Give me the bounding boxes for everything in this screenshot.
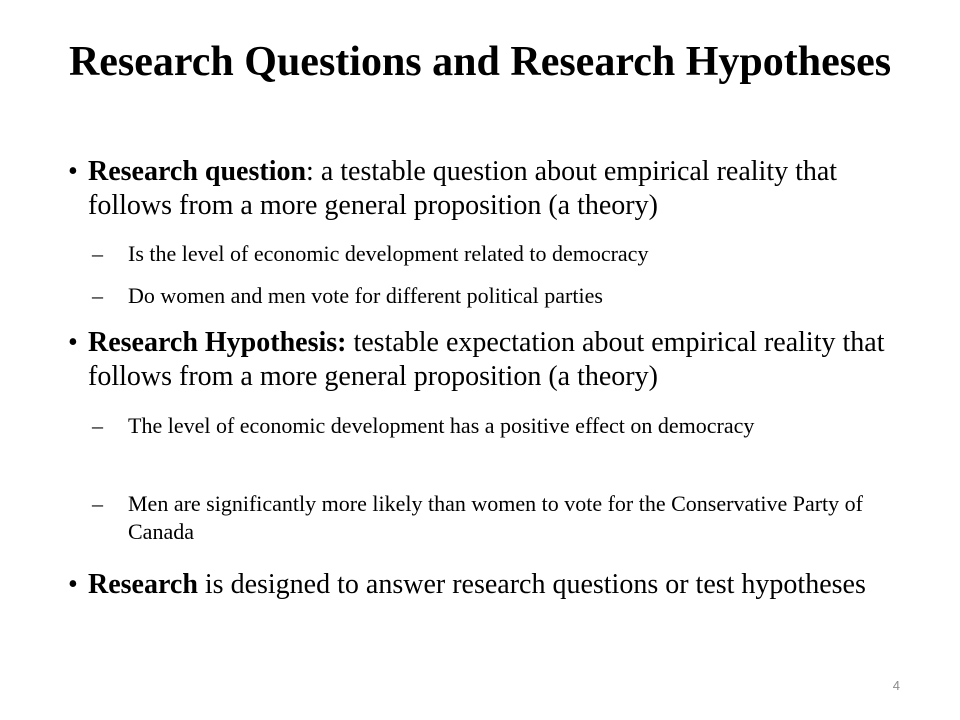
bullet-text [88,155,898,223]
bullet-definition: : a testable question about empirical reality that follows from a more general proposition (a theory) [88,156,838,221]
sub-bullet-text: Men are significantly more likely than women to vote for the Conservative Party of Canada [128,491,863,544]
page-number: 4 [892,678,900,693]
bullet-text [88,568,898,602]
sub-bullet-text: Do women and men vote for different political parties [128,283,603,308]
sub-bullet-text: The level of economic development has a positive effect on democracy [128,413,755,438]
slide-title: Research Questions and Research Hypotheses [68,39,892,85]
bullet-term: Research Hypothesis: [88,327,347,358]
dash-icon: – [92,413,103,438]
bullet-icon: • [68,156,78,187]
bullet-term: Research [88,569,198,600]
bullet-definition: is designed to answer research questions or test hypotheses [197,569,866,600]
dash-icon: – [92,241,103,266]
bullet-icon: • [68,327,78,358]
bullet-definition: testable expectation about empirical reality that follows from a more general proposition (a theory) [88,327,885,392]
sub-bullet-text: Is the level of economic development related to democracy [128,241,649,266]
bullet-term: Research question [88,156,307,187]
dash-icon: – [92,283,103,308]
bullet-icon: • [68,569,78,600]
bullet-text [88,326,898,394]
dash-icon: – [92,491,103,516]
